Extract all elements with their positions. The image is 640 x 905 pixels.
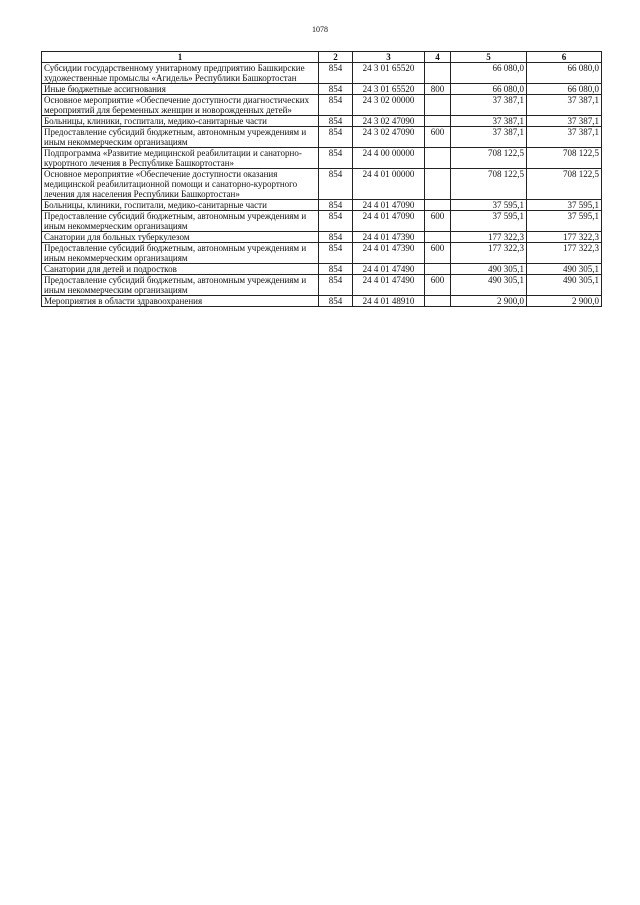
row-amount-2: 37 595,1 xyxy=(527,200,602,211)
row-amount-1: 490 305,1 xyxy=(451,275,527,296)
row-amount-2: 708 122,5 xyxy=(527,148,602,169)
row-target-code: 24 3 02 00000 xyxy=(353,95,425,116)
row-ministry-code: 854 xyxy=(319,169,353,200)
row-name: Предоставление субсидий бюджетным, автономным учреждениям и иным некоммерческим организациям xyxy=(42,127,319,148)
row-ministry-code: 854 xyxy=(319,264,353,275)
row-amount-2: 2 900,0 xyxy=(527,296,602,307)
table-row xyxy=(42,243,602,264)
row-amount-2: 490 305,1 xyxy=(527,264,602,275)
row-ministry-code: 854 xyxy=(319,95,353,116)
row-ministry-code: 854 xyxy=(319,232,353,243)
row-expense-type: 600 xyxy=(425,275,451,296)
row-target-code: 24 3 02 47090 xyxy=(353,127,425,148)
row-expense-type xyxy=(425,264,451,275)
row-name: Больницы, клиники, госпитали, медико-санитарные части xyxy=(42,116,319,127)
row-name: Основное мероприятие «Обеспечение доступности диагностических мероприятий для беременных женщин и новорожденных детей» xyxy=(42,95,319,116)
row-amount-2: 37 595,1 xyxy=(527,211,602,232)
row-expense-type xyxy=(425,63,451,84)
row-amount-1: 2 900,0 xyxy=(451,296,527,307)
row-ministry-code: 854 xyxy=(319,116,353,127)
table-row xyxy=(42,95,602,116)
table-row xyxy=(42,127,602,148)
row-target-code: 24 3 01 65520 xyxy=(353,63,425,84)
row-target-code: 24 4 01 47090 xyxy=(353,211,425,232)
table-row xyxy=(42,264,602,275)
row-ministry-code: 854 xyxy=(319,127,353,148)
table-row xyxy=(42,116,602,127)
row-amount-2: 490 305,1 xyxy=(527,275,602,296)
table-row xyxy=(42,232,602,243)
row-name: Предоставление субсидий бюджетным, автономным учреждениям и иным некоммерческим организациям xyxy=(42,243,319,264)
row-name: Больницы, клиники, госпитали, медико-санитарные части xyxy=(42,200,319,211)
row-target-code: 24 4 01 47390 xyxy=(353,243,425,264)
row-target-code: 24 4 01 47490 xyxy=(353,275,425,296)
row-amount-1: 37 387,1 xyxy=(451,127,527,148)
row-amount-2: 708 122,5 xyxy=(527,169,602,200)
table-row xyxy=(42,169,602,200)
header-col-2: 2 xyxy=(319,52,353,63)
row-name: Санатории для больных туберкулезом xyxy=(42,232,319,243)
row-name: Иные бюджетные ассигнования xyxy=(42,84,319,95)
row-amount-1: 37 595,1 xyxy=(451,200,527,211)
row-amount-2: 37 387,1 xyxy=(527,95,602,116)
table-row xyxy=(42,148,602,169)
row-ministry-code: 854 xyxy=(319,63,353,84)
row-name: Основное мероприятие «Обеспечение доступности оказания медицинской реабилитационной помощи и санаторно-курортного лечения для населения Республики Башкортостан» xyxy=(42,169,319,200)
table-row xyxy=(42,296,602,307)
row-ministry-code: 854 xyxy=(319,200,353,211)
header-col-3: 3 xyxy=(353,52,425,63)
row-name: Мероприятия в области здравоохранения xyxy=(42,296,319,307)
row-amount-1: 708 122,5 xyxy=(451,148,527,169)
row-amount-1: 66 080,0 xyxy=(451,84,527,95)
row-expense-type xyxy=(425,169,451,200)
header-col-4: 4 xyxy=(425,52,451,63)
table-row xyxy=(42,200,602,211)
row-expense-type: 600 xyxy=(425,243,451,264)
row-expense-type: 800 xyxy=(425,84,451,95)
row-expense-type xyxy=(425,232,451,243)
row-name: Подпрограмма «Развитие медицинской реабилитации и санаторно-курортного лечения в Республике Башкортостан» xyxy=(42,148,319,169)
page-number: 1078 xyxy=(312,25,328,34)
row-amount-1: 490 305,1 xyxy=(451,264,527,275)
table-row xyxy=(42,211,602,232)
table-row xyxy=(42,275,602,296)
row-name: Субсидии государственному унитарному предприятию Башкирские художественные промыслы «Агидель» Республики Башкортостан xyxy=(42,63,319,84)
row-name: Предоставление субсидий бюджетным, автономным учреждениям и иным некоммерческим организациям xyxy=(42,275,319,296)
row-ministry-code: 854 xyxy=(319,275,353,296)
row-target-code: 24 4 01 47090 xyxy=(353,200,425,211)
table-row xyxy=(42,63,602,84)
row-target-code: 24 4 01 47390 xyxy=(353,232,425,243)
row-ministry-code: 854 xyxy=(319,211,353,232)
row-target-code: 24 4 01 00000 xyxy=(353,169,425,200)
row-ministry-code: 854 xyxy=(319,296,353,307)
row-ministry-code: 854 xyxy=(319,148,353,169)
row-amount-2: 177 322,3 xyxy=(527,243,602,264)
row-amount-2: 37 387,1 xyxy=(527,116,602,127)
header-col-1: 1 xyxy=(42,52,319,63)
row-amount-1: 708 122,5 xyxy=(451,169,527,200)
row-amount-2: 177 322,3 xyxy=(527,232,602,243)
row-expense-type xyxy=(425,296,451,307)
row-ministry-code: 854 xyxy=(319,84,353,95)
row-amount-2: 66 080,0 xyxy=(527,63,602,84)
budget-table xyxy=(41,51,602,307)
row-amount-1: 37 387,1 xyxy=(451,116,527,127)
row-expense-type xyxy=(425,95,451,116)
row-amount-1: 66 080,0 xyxy=(451,63,527,84)
header-col-6: 6 xyxy=(527,52,602,63)
row-expense-type xyxy=(425,200,451,211)
row-amount-2: 37 387,1 xyxy=(527,127,602,148)
row-amount-2: 66 080,0 xyxy=(527,84,602,95)
header-row xyxy=(42,52,602,63)
row-expense-type: 600 xyxy=(425,127,451,148)
row-name: Санатории для детей и подростков xyxy=(42,264,319,275)
row-target-code: 24 4 01 47490 xyxy=(353,264,425,275)
header-col-5: 5 xyxy=(451,52,527,63)
row-amount-1: 37 595,1 xyxy=(451,211,527,232)
row-target-code: 24 4 01 48910 xyxy=(353,296,425,307)
row-ministry-code: 854 xyxy=(319,243,353,264)
row-amount-1: 177 322,3 xyxy=(451,243,527,264)
row-expense-type xyxy=(425,116,451,127)
row-expense-type: 600 xyxy=(425,211,451,232)
row-target-code: 24 3 02 47090 xyxy=(353,116,425,127)
row-name: Предоставление субсидий бюджетным, автономным учреждениям и иным некоммерческим организациям xyxy=(42,211,319,232)
row-expense-type xyxy=(425,148,451,169)
row-amount-1: 37 387,1 xyxy=(451,95,527,116)
row-target-code: 24 3 01 65520 xyxy=(353,84,425,95)
table-row xyxy=(42,84,602,95)
row-amount-1: 177 322,3 xyxy=(451,232,527,243)
row-target-code: 24 4 00 00000 xyxy=(353,148,425,169)
